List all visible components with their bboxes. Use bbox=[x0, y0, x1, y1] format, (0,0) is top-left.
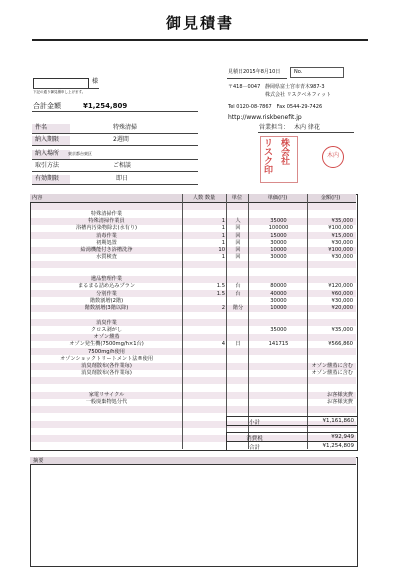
header-qty: 人数 数量 bbox=[192, 195, 216, 201]
cell-desc: 階数割増(3階以降) bbox=[84, 305, 129, 311]
company-postal: 〒418－0047 bbox=[228, 84, 261, 90]
cell-unit: 人 bbox=[235, 218, 241, 224]
valid-underline bbox=[32, 184, 198, 185]
cell-price: 100000 bbox=[268, 225, 289, 232]
valid-value: 即日 bbox=[116, 175, 129, 182]
cell-amount: ¥30,000 bbox=[331, 254, 353, 261]
cell-qty: 1 bbox=[221, 254, 225, 261]
terms-label: 取引方法 bbox=[35, 162, 60, 169]
col-divider-unit bbox=[226, 194, 227, 449]
header-price: 単価(円) bbox=[267, 195, 288, 201]
cell-qty: 4 bbox=[221, 341, 225, 348]
valid-label: 有効期限 bbox=[35, 175, 60, 182]
cell-amount: オゾン燻蒸に含む bbox=[311, 370, 353, 377]
cell-qty: 1.5 bbox=[216, 283, 225, 290]
cell-desc: 一般廃棄物処分代 bbox=[85, 399, 128, 406]
cell-price: 30000 bbox=[270, 254, 287, 261]
col-divider-price bbox=[248, 194, 249, 449]
customer-note: 下記の通り御見積申し上げます。 bbox=[33, 90, 86, 94]
cell-desc: 消臭作業 bbox=[96, 319, 117, 326]
cell-price: 35000 bbox=[270, 218, 287, 224]
cell-unit: 回 bbox=[235, 232, 241, 239]
delivery-value: 2週間 bbox=[113, 136, 129, 143]
cell-unit: 回 bbox=[235, 239, 241, 246]
cell-unit: 台 bbox=[235, 290, 241, 297]
total-amount-value: ¥1,254,809 bbox=[83, 102, 128, 110]
cell-desc: 特殊清掃作業員 bbox=[88, 218, 125, 224]
cell-unit: 階分 bbox=[232, 305, 244, 311]
customer-underline bbox=[33, 88, 99, 89]
cell-desc: 初期処置 bbox=[96, 239, 117, 246]
cell-amount: ¥100,000 bbox=[328, 247, 353, 253]
cell-unit: 日 bbox=[235, 341, 241, 348]
total-underline bbox=[32, 111, 198, 112]
cell-desc: 階数割増(2階) bbox=[89, 297, 124, 304]
col-divider-amount bbox=[307, 194, 308, 449]
company-tel-fax: Tel 0120-08-7867 Fax 0544-29-7426 bbox=[228, 104, 323, 110]
header-amount: 金額(円) bbox=[320, 195, 341, 201]
grand-total-value: ¥1,254,809 bbox=[322, 443, 354, 449]
cell-amount: ¥35,000 bbox=[331, 218, 353, 224]
cell-qty: 1 bbox=[221, 239, 225, 246]
subject-underline bbox=[32, 133, 198, 134]
staff-name: 木内 律花 bbox=[294, 124, 320, 131]
cell-desc: クロス剥がし bbox=[90, 326, 123, 333]
company-stamp: リスク印 株会社 bbox=[260, 136, 298, 183]
total-amount-label: 合計金額 bbox=[33, 102, 61, 110]
personal-seal bbox=[322, 146, 344, 168]
cell-qty: 1.5 bbox=[216, 290, 225, 297]
cell-amount: ¥30,000 bbox=[331, 297, 353, 304]
company-address: 静岡県富士宮市青木987-3 bbox=[265, 84, 325, 90]
number-label: No. bbox=[294, 69, 303, 75]
cell-qty: 1 bbox=[221, 218, 225, 224]
subject-label: 件名 bbox=[35, 124, 48, 131]
place-underline bbox=[32, 159, 198, 160]
cell-amount: ¥566,860 bbox=[328, 341, 353, 348]
cell-desc: 水質検査 bbox=[96, 254, 117, 261]
grand-total-row bbox=[226, 441, 358, 451]
personal-seal-text: 木内 bbox=[326, 152, 339, 159]
cell-price: 30000 bbox=[270, 239, 287, 246]
customer-honorific: 様 bbox=[92, 78, 99, 85]
delivery-underline bbox=[32, 145, 198, 146]
date-value: 2015年8月10日 bbox=[243, 69, 281, 75]
cell-amount: ¥20,000 bbox=[331, 305, 353, 311]
cell-amount: ¥120,000 bbox=[328, 283, 353, 290]
cell-amount: お客様実費 bbox=[327, 399, 353, 406]
cell-amount: ¥35,000 bbox=[331, 326, 353, 333]
cell-amount: ¥30,000 bbox=[331, 239, 353, 246]
cell-price: 10000 bbox=[270, 247, 287, 253]
cell-unit: 回 bbox=[235, 254, 241, 261]
subtotal-row bbox=[226, 416, 358, 426]
place-label: 納入場所 bbox=[35, 150, 60, 157]
cell-qty: 10 bbox=[218, 247, 225, 253]
cell-amount: ¥100,000 bbox=[328, 225, 353, 232]
cell-desc: 消臭剤散布(各作業毎) bbox=[81, 363, 132, 369]
cell-unit: 回 bbox=[235, 225, 241, 232]
grand-total-label: 合計 bbox=[248, 445, 260, 451]
cell-qty: 1 bbox=[221, 232, 225, 239]
cell-desc: 消毒作業 bbox=[96, 232, 117, 239]
cell-price: 35000 bbox=[270, 326, 287, 333]
cell-amount: オゾン燻蒸に含む bbox=[311, 363, 353, 369]
cell-qty: 2 bbox=[221, 305, 225, 311]
cell-amount: お客様実費 bbox=[327, 392, 353, 398]
date-label: 見積日 bbox=[228, 69, 244, 75]
cell-desc: オゾン発生機(7500mg/h×1台) bbox=[69, 341, 144, 348]
subtotal-label: 小計 bbox=[248, 420, 260, 426]
cell-desc: オゾン燻蒸 bbox=[93, 334, 120, 340]
cell-amount: ¥60,000 bbox=[331, 290, 353, 297]
cell-unit: 台 bbox=[235, 283, 241, 290]
date-underline bbox=[227, 78, 287, 79]
tax-value: ¥92,949 bbox=[331, 434, 354, 440]
header-desc: 内容 bbox=[32, 195, 43, 201]
cell-desc: 消臭剤散布(各作業毎) bbox=[81, 370, 132, 377]
terms-value: ご相談 bbox=[113, 162, 132, 169]
cell-price: 80000 bbox=[270, 283, 287, 290]
col-divider-qty bbox=[182, 194, 183, 449]
cell-desc: 遺品整理作業 bbox=[90, 276, 123, 282]
terms-underline bbox=[32, 171, 198, 172]
remarks-label: 摘要 bbox=[33, 458, 44, 464]
subtotal-value: ¥1,161,860 bbox=[322, 418, 354, 424]
remarks-box bbox=[30, 457, 358, 567]
cell-desc: まるまる詰め込みプラン bbox=[77, 283, 136, 290]
delivery-label: 納入期限 bbox=[35, 136, 60, 143]
title-rule bbox=[32, 39, 368, 41]
cell-desc: 7500mg/h使用 bbox=[88, 348, 125, 355]
header-unit: 単位 bbox=[231, 195, 243, 201]
staff-underline bbox=[258, 132, 354, 133]
company-name: 株式会社 リスクベネフィット bbox=[265, 92, 332, 98]
cell-unit: 回 bbox=[235, 247, 241, 253]
staff-label: 営業担当： bbox=[259, 124, 290, 131]
cell-amount: ¥15,000 bbox=[331, 232, 353, 239]
cell-price: 141715 bbox=[268, 341, 289, 348]
cell-price: 10000 bbox=[270, 305, 287, 311]
cell-desc: 特殊清掃作業 bbox=[90, 210, 123, 217]
cell-desc: オゾンショックトリートメント法®使用 bbox=[59, 355, 154, 362]
tax-label: 消費税 bbox=[246, 436, 263, 442]
cell-price: 30000 bbox=[270, 297, 287, 304]
subject-value: 特殊清掃 bbox=[113, 124, 138, 131]
cell-desc: 浴槽内汚染物除去(水有り) bbox=[75, 225, 138, 232]
document-title: 御見積書 bbox=[165, 14, 234, 32]
cell-qty: 1 bbox=[221, 225, 225, 232]
cell-price: 40000 bbox=[270, 290, 287, 297]
remarks-header bbox=[30, 457, 356, 465]
cell-desc: 分別作業 bbox=[96, 290, 117, 297]
cell-price: 15000 bbox=[270, 232, 287, 239]
place-value: 東京都台東区 bbox=[68, 151, 92, 156]
cell-desc: 給湯機能付き浴槽洗浄 bbox=[80, 247, 133, 253]
cell-desc: 家電リサイクル bbox=[88, 392, 125, 398]
company-url[interactable]: http://www.riskbenefit.jp bbox=[228, 114, 302, 121]
